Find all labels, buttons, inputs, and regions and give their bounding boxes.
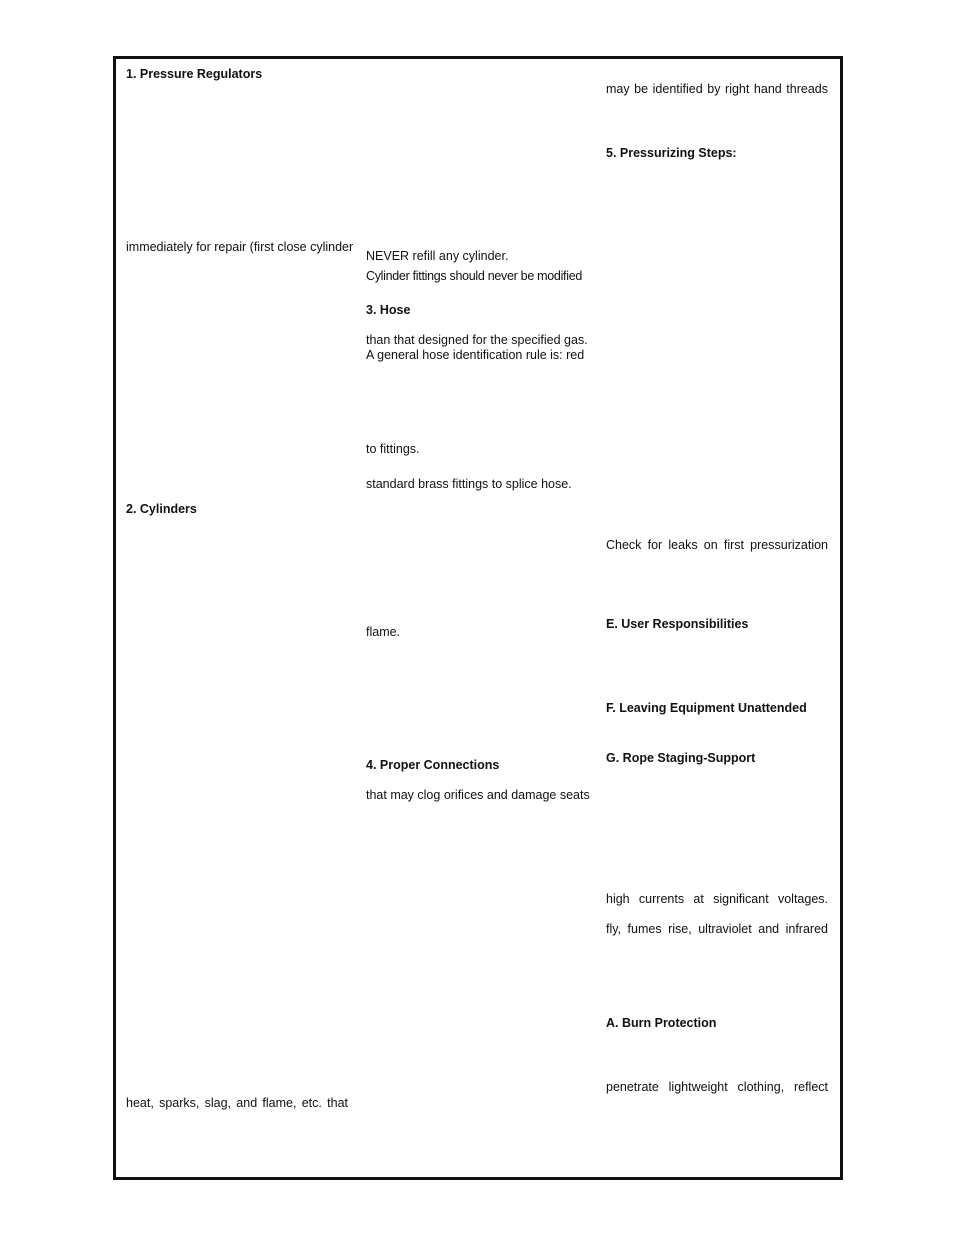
body-text-line: penetrate lightweight clothing, reflect xyxy=(606,1080,828,1094)
body-text-line: immediately for repair (first close cylinder xyxy=(126,240,354,254)
user-responsibilities-heading: E. User Responsibilities xyxy=(606,617,749,631)
body-text-line: NEVER refill any cylinder. xyxy=(366,249,509,263)
cylinders-heading: 2. Cylinders xyxy=(126,502,197,516)
body-text-line: standard brass fittings to splice hose. xyxy=(366,477,572,491)
pressurizing-steps-heading: 5. Pressurizing Steps: xyxy=(606,146,737,160)
body-text-line: A general hose identification rule is: red xyxy=(366,348,585,362)
burn-protection-heading: A. Burn Protection xyxy=(606,1016,717,1030)
body-text-line: to fittings. xyxy=(366,442,420,456)
body-text-line: that may clog orifices and damage seats xyxy=(366,788,590,802)
pressure-regulators-heading: 1. Pressure Regulators xyxy=(126,67,263,81)
body-text-line: flame. xyxy=(366,625,401,639)
body-text-line: than that designed for the specified gas. xyxy=(366,333,588,347)
leaving-equipment-heading: F. Leaving Equipment Unattended xyxy=(606,701,807,715)
body-text-line: fly, fumes rise, ultraviolet and infrared xyxy=(606,922,828,936)
hose-heading: 3. Hose xyxy=(366,303,411,317)
body-text-line: Cylinder fittings should never be modified xyxy=(366,269,582,283)
body-text-line: heat, sparks, slag, and flame, etc. that xyxy=(126,1096,348,1110)
proper-connections-heading: 4. Proper Connections xyxy=(366,758,500,772)
rope-staging-heading: G. Rope Staging-Support xyxy=(606,751,756,765)
body-text-line: Check for leaks on first pressurization xyxy=(606,538,828,552)
body-text-line: may be identified by right hand threads xyxy=(606,82,828,96)
body-text-line: high currents at significant voltages. xyxy=(606,892,828,906)
